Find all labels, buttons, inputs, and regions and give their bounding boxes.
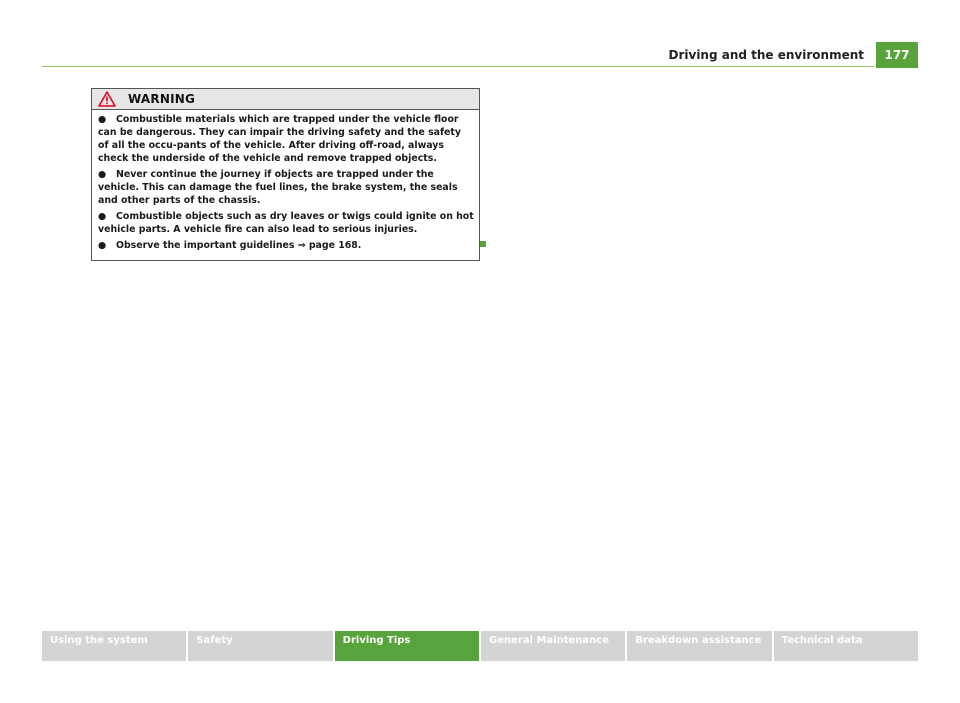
warning-triangle-icon [98, 91, 116, 107]
section-title: Driving and the environment [668, 48, 864, 62]
warning-title: WARNING [128, 92, 196, 106]
tab-using-the-system[interactable]: Using the system [42, 631, 186, 661]
warning-body [92, 110, 479, 260]
bullet: ● [98, 211, 107, 222]
warning-item-text: Combustible materials which are trapped under the vehicle floor can be dangerous. They can impair the driving safety and the safety of all the occu-pants of the vehicle. After driving off-road, always check the underside of the vehicle and remove trapped objects. [98, 114, 462, 164]
footer-nav [42, 631, 918, 661]
warning-box [91, 88, 480, 261]
warning-item [98, 210, 474, 236]
warning-item [98, 239, 474, 252]
warning-item [98, 113, 474, 165]
bullet: ● [98, 114, 107, 125]
tab-technical-data[interactable]: Technical data [774, 631, 918, 661]
warning-item-text: Combustible objects such as dry leaves or twigs could ignite on hot vehicle parts. A vehicle fire can also lead to serious injuries. [98, 211, 474, 235]
page-number: 177 [876, 42, 918, 68]
tab-safety[interactable]: Safety [188, 631, 332, 661]
warning-item-text: Never continue the journey if objects are trapped under the vehicle. This can damage the fuel lines, the brake system, the seals and other parts of the chassis. [98, 169, 458, 206]
tab-breakdown-assistance[interactable]: Breakdown assistance [627, 631, 771, 661]
warning-header [92, 89, 479, 110]
tab-driving-tips[interactable]: Driving Tips [335, 631, 479, 661]
bullet: ● [98, 169, 107, 180]
warning-item-text: Observe the important guidelines ⇒ page 168. [116, 240, 362, 251]
bullet: ● [98, 240, 107, 251]
warning-item [98, 168, 474, 207]
section-end-marker [480, 241, 486, 247]
header-rule [42, 66, 874, 67]
tab-general-maintenance[interactable]: General Maintenance [481, 631, 625, 661]
